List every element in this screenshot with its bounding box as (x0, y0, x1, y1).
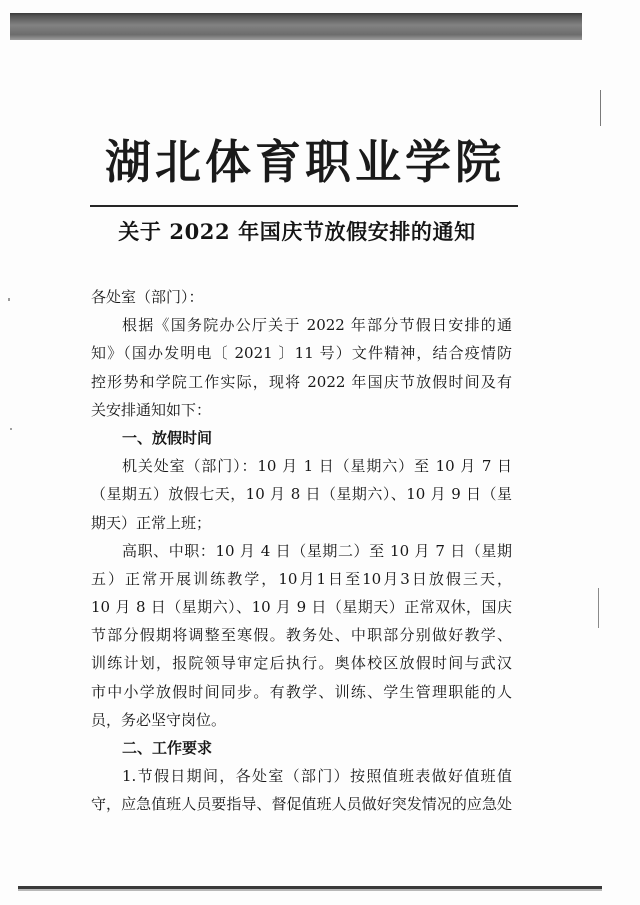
paragraph-line: 1.节假日期间，各处室（部门）按照值班表做好值班值 (122, 767, 512, 786)
paragraph-line: 员，务必坚守岗位。 (91, 710, 227, 729)
section1-paragraph-schools (91, 537, 512, 734)
intro-line: 知》（国办发明电〔 2021 〕11 号）文件精神，结合疫情防 (91, 344, 512, 363)
paragraph-line: 五）正常开展训练教学，10月1日至10月3日放假三天， (91, 569, 512, 588)
scan-mark-right-upper (600, 90, 601, 126)
letterhead-rule (90, 205, 518, 207)
intro-line: 根据《国务院办公厅关于 2022 年部分节假日安排的通 (122, 316, 512, 335)
salutation: 各处室（部门）： (91, 288, 204, 306)
section-heading-holiday-time: 一、放假时间 (122, 428, 213, 447)
notice-body (91, 283, 512, 819)
paragraph-line: 训练计划，报院领导审定后执行。奥体校区放假时间与武汉 (91, 654, 512, 673)
notice-title: 关于 2022 年国庆节放假安排的通知 (118, 219, 476, 244)
section2-item-1 (91, 762, 512, 818)
section-heading-work-requirements: 二、工作要求 (122, 739, 213, 757)
paragraph-line: 10 月 8 日（星期六）、10 月 9 日（星期天）正常双休，国庆 (91, 598, 512, 617)
section1-paragraph-offices (91, 452, 512, 537)
paragraph-line: 守，应急值班人员要指导、督促值班人员做好突发情况的应急处 (91, 795, 512, 814)
scan-mark-left-lower (10, 428, 12, 430)
paragraph-line: 高职、中职：10 月 4 日（星期二）至 10 月 7 日（星期 (122, 541, 512, 560)
intro-paragraph (91, 311, 512, 424)
scan-edge-top (10, 13, 582, 40)
letterhead-institution-name: 湖北体育职业学院 (105, 135, 501, 189)
paragraph-line: 市中小学放假时间同步。有教学、训练、学生管理职能的人 (91, 682, 512, 701)
paragraph-line: 期天）正常上班； (91, 513, 212, 532)
scan-mark-left-upper (8, 298, 10, 301)
paragraph-line: （星期五）放假七天，10 月 8 日（星期六）、10 月 9 日（星 (91, 485, 512, 504)
scan-edge-bottom-shadow (18, 889, 602, 891)
scan-mark-right-lower (598, 588, 599, 628)
paragraph-line: 机关处室（部门）：10 月 1 日（星期六）至 10 月 7 日 (122, 457, 512, 476)
paragraph-line: 节部分假期将调整至寒假。教务处、中职部分别做好教学、 (91, 626, 512, 645)
intro-line: 关安排通知如下： (91, 400, 212, 419)
intro-line: 控形势和学院工作实际，现将 2022 年国庆节放假时间及有 (91, 372, 512, 391)
